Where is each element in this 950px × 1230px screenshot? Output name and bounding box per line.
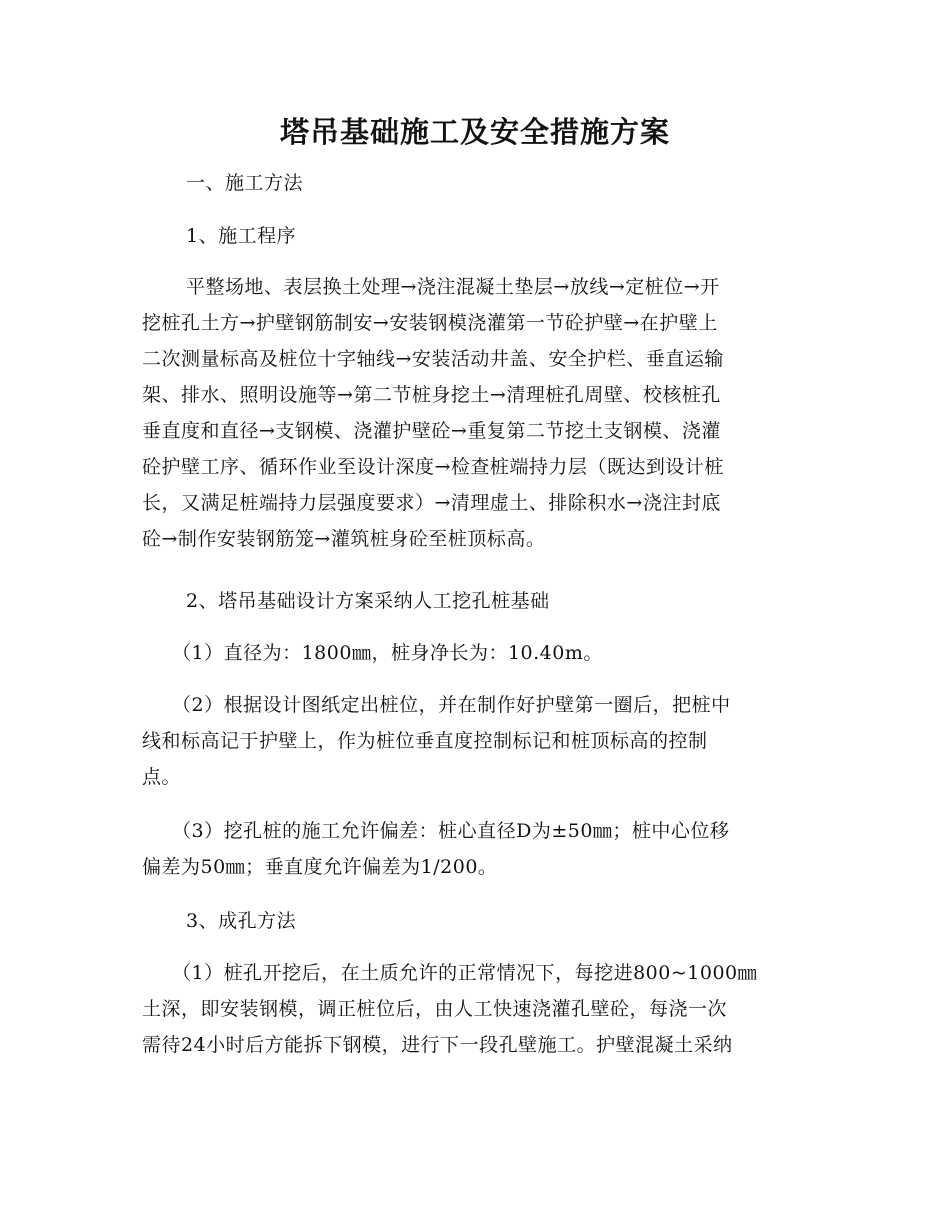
- paragraph-line: 架、排水、照明设施等→第二节桩身挖土→清理桩孔周壁、校核桩孔: [142, 384, 721, 406]
- paragraph-line: 二次测量标高及桩位十字轴线→安装活动井盖、安全护栏、垂直运输: [142, 348, 724, 370]
- list-item-line: （1）直径为：1800㎜，桩身净长为：10.40m。: [172, 642, 603, 664]
- paragraph-line: 需待24小时后方能拆下钢模，进行下一段孔壁施工。护壁混凝土采纳: [142, 1034, 733, 1056]
- paragraph-line: 偏差为50㎜；垂直度允许偏差为1/200。: [142, 856, 498, 878]
- subsection-heading: 2、塔吊基础设计方案采纳人工挖孔桩基础: [186, 590, 550, 612]
- paragraph-line: 线和标高记于护壁上，作为桩位垂直度控制标记和桩顶标高的控制: [142, 730, 708, 752]
- list-item-line: （3）挖孔桩的施工允许偏差：桩心直径D为±50㎜；桩中心位移: [172, 820, 730, 842]
- section-heading: 一、施工方法: [186, 172, 304, 194]
- list-item-line: （1）桩孔开挖后，在土质允许的正常情况下，每挖进800~1000㎜: [172, 962, 758, 984]
- paragraph-line: 平整场地、表层换土处理→浇注混凝土垫层→放线→定桩位→开: [186, 276, 720, 298]
- document-title: 塔吊基础施工及安全措施方案: [279, 115, 670, 149]
- paragraph-line: 点。: [142, 766, 182, 788]
- subsection-heading: 3、成孔方法: [186, 910, 297, 932]
- paragraph-line: 砼→制作安装钢筋笼→灌筑桩身砼至桩顶标高。: [142, 528, 546, 550]
- paragraph-line: 垂直度和直径→支钢模、浇灌护壁砼→重复第二节挖土支钢模、浇灌: [142, 420, 721, 442]
- paragraph-line: 长，又满足桩端持力层强度要求）→清理虚土、排除积水→浇注封底: [142, 492, 721, 514]
- paragraph-line: 土深，即安装钢模，调正桩位后，由人工快速浇灌孔壁砼，每浇一次: [142, 998, 728, 1020]
- list-item-line: （2）根据设计图纸定出桩位，并在制作好护壁第一圈后，把桩中: [172, 694, 731, 716]
- paragraph-line: 挖桩孔土方→护壁钢筋制安→安装钢模浇灌第一节砼护壁→在护壁上: [142, 312, 718, 334]
- paragraph-line: 砼护壁工序、循环作业至设计深度→检查桩端持力层（既达到设计桩: [142, 456, 724, 478]
- subsection-heading: 1、施工程序: [186, 225, 297, 247]
